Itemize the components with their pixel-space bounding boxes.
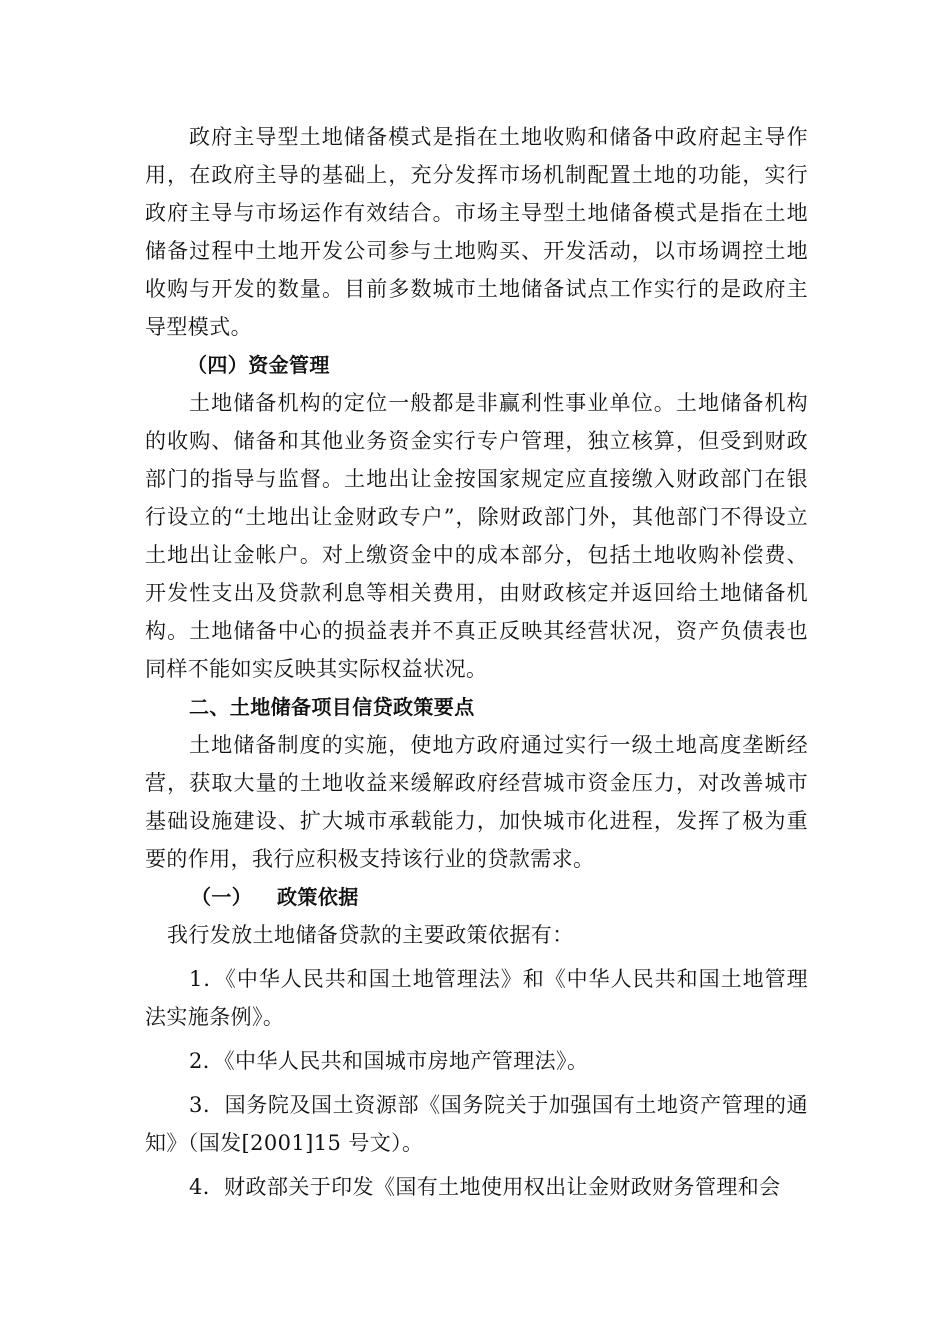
heading-policy-basis-text: 政策依据 <box>277 885 359 909</box>
heading-credit-policy-points: 二、土地储备项目信贷政策要点 <box>189 695 475 719</box>
heading-fund-management: （四）资金管理 <box>187 353 330 377</box>
paragraph-policy-basis-intro: 我行发放土地储备贷款的主要政策依据有： <box>167 923 574 947</box>
list-item-land-management-law: 1．《中华人民共和国土地管理法》和《中华人民共和国土地管理法实施条例》。 <box>145 967 808 1029</box>
document-body <box>145 118 808 1206</box>
list-item-finance-ministry-notice: 4．财政部关于印发《国有土地使用权出让金财政财务管理和会 <box>189 1175 781 1199</box>
heading-policy-basis <box>145 878 808 916</box>
list-item-state-council-notice: 3．国务院及国土资源部《国务院关于加强国有土地资产管理的通知》（国发[2001]15 号文）。 <box>145 1093 808 1155</box>
list-item-real-estate-law: 2．《中华人民共和国城市房地产管理法》。 <box>189 1049 589 1073</box>
heading-policy-basis-number: （一） <box>191 885 253 909</box>
paragraph-credit-policy-intro: 土地储备制度的实施，使地方政府通过实行一级土地高度垄断经营，获取大量的土地收益来缓解政府经营城市资金压力，对改善城市基础设施建设、扩大城市承载能力，加快城市化进程，发挥了极为重要的作用，我行应积极支持该行业的贷款需求。 <box>145 733 808 871</box>
paragraph-fund-management: 土地储备机构的定位一般都是非赢利性事业单位。土地储备机构的收购、储备和其他业务资金实行专户管理，独立核算，但受到财政部门的指导与监督。土地出让金按国家规定应直接缴入财政部门在银行设立的“土地出让金财政专户”，除财政部门外，其他部门不得设立土地出让金帐户。对上缴资金中的成本部分，包括土地收购补偿费、开发性支出及贷款利息等相关费用，由财政核定并返回给土地储备机构。土地储备中心的损益表并不真正反映其经营状况，资产负债表也同样不能如实反映其实际权益状况。 <box>145 391 808 681</box>
paragraph-land-reserve-models: 政府主导型土地储备模式是指在土地收购和储备中政府起主导作用，在政府主导的基础上，充分发挥市场机制配置土地的功能，实行政府主导与市场运作有效结合。市场主导型土地储备模式是指在土地储备过程中土地开发公司参与土地购买、开发活动，以市场调控土地收购与开发的数量。目前多数城市土地储备试点工作实行的是政府主导型模式。 <box>145 125 808 339</box>
